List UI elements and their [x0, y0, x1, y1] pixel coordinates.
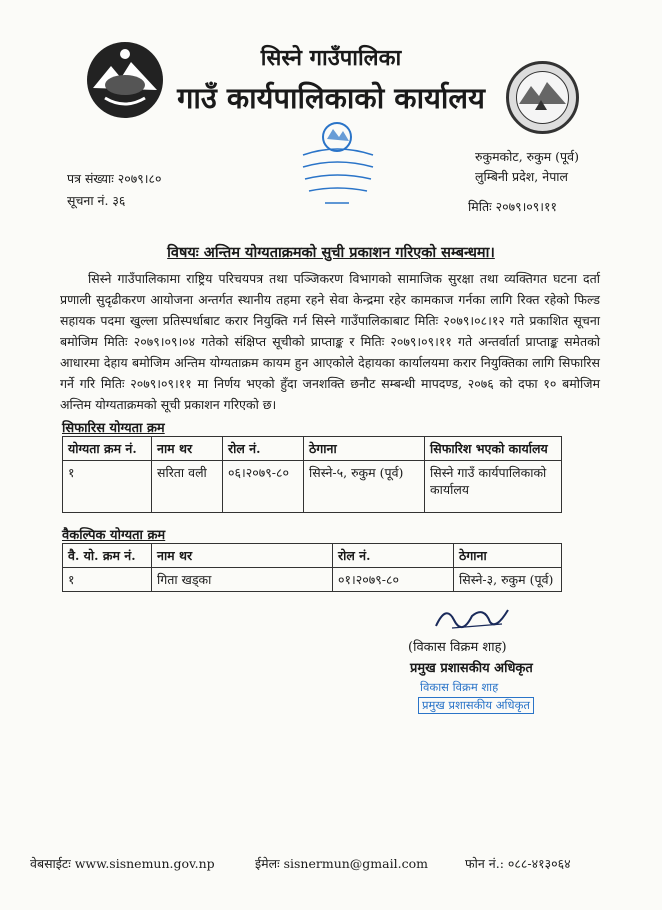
footer-website: वेबसाईटः www.sisnemun.gov.np [30, 856, 215, 871]
table-cell: ०१।२०७९-८० [333, 568, 454, 592]
table-header-row [63, 437, 562, 461]
table-cell: गिता खड्का [152, 568, 333, 592]
table-header: वै. यो. क्रम नं. [63, 544, 152, 568]
stamp-name: विकास विक्रम शाह [420, 680, 499, 694]
office-name: गाउँ कार्यपालिकाको कार्यालय [177, 81, 485, 115]
table-cell: सिस्ने गाउँ कार्यपालिकाको कार्यालय [425, 461, 562, 513]
footer-email: ईमेलः sisnermun@gmail.com [255, 856, 428, 871]
table-cell: १ [63, 568, 152, 592]
table-cell: सिस्ने-३, रुकुम (पूर्व) [454, 568, 562, 592]
table-cell: सिस्ने-५, रुकुम (पूर्व) [304, 461, 425, 513]
table-cell: ०६।२०७९-८० [223, 461, 304, 513]
footer-phone: फोन नं.: ०८८-४१३०६४ [465, 856, 571, 871]
address-line1: रुकुमकोट, रुकुम (पूर्व) [475, 149, 579, 164]
table-header: नाम थर [152, 437, 223, 461]
table-row [63, 461, 562, 513]
alternate-title: वैकल्पिक योग्यता क्रम [62, 528, 166, 543]
table-cell: १ [63, 461, 152, 513]
municipality-logo-icon [505, 60, 580, 135]
table-header: रोल नं. [333, 544, 454, 568]
signatory-title: प्रमुख प्रशासकीय अधिकृत [410, 661, 533, 676]
recommended-table [62, 436, 562, 513]
signatory-name: (विकास विक्रम शाह) [408, 640, 507, 655]
table-header: सिफारिश भएको कार्यालय [425, 437, 562, 461]
table-header: योग्यता क्रम नं. [63, 437, 152, 461]
letter-date: मितिः २०७९।०९।११ [468, 199, 558, 214]
table-header-row [63, 544, 562, 568]
notice-number: सूचना नं. ३६ [67, 193, 126, 208]
recommended-title: सिफारिस योग्यता क्रम [62, 421, 165, 436]
municipality-name: सिस्ने गाउँपालिका [260, 45, 402, 71]
stamp-title: प्रमुख प्रशासकीय अधिकृत [418, 697, 534, 714]
signature-icon [432, 600, 512, 634]
letter-number: पत्र संख्याः २०७९।८० [67, 171, 162, 186]
body-paragraph: सिस्ने गाउँपालिकामा राष्ट्रिय परिचयपत्र तथा पञ्जिकरण विभागको सामाजिक सुरक्षा तथा व्यक्तिगत घटना दर्ता प्रणाली सुदृढीकरण आयोजना अन्तर्गत स्थानीय तहमा रहने सेवा केन्द्रमा रहेर कामकाज गर्नका लागि रिक्त रहेको फिल्ड सहायक पदमा खुल्ला प्रतिस्पर्धाबाट करार नियुक्ति गर्न सिस्ने गाउँपालिकाबाट मितिः २०७९।०८।१२ गते प्रकाशित सूचना बमोजिम मितिः २०७९।०९।०४ गतेको संक्षिप्त सूचीको प्राप्ताङ्क र मितिः २०७९।०९।११ गते अन्तर्वार्ता प्राप्ताङ्क समेतको आधारमा देहाय बमोजिम अन्तिम योग्यताक्रम कायम हुन आएकोले देहायका कार्यालयमा करार नियुक्तिका लागि सिफारिस गर्ने गरि मितिः २०७९।०९।११ मा निर्णय भएको हुँदा जनशक्ति छनौट सम्बन्धी मापदण्ड, २०७६ को दफा १० बमोजिम अन्तिम योग्यताक्रमको सूची प्रकाशन गरिएको छ। [60, 271, 600, 412]
table-header: ठेगाना [304, 437, 425, 461]
table-row [63, 568, 562, 592]
table-header: रोल नं. [223, 437, 304, 461]
office-stamp-icon [295, 115, 380, 210]
address-line2: लुम्बिनी प्रदेश, नेपाल [475, 169, 569, 184]
alternate-table [62, 543, 562, 592]
subject-line: विषयः अन्तिम योग्यताक्रमको सुची प्रकाशन गरिएको सम्बन्धमा। [167, 244, 495, 261]
table-header: नाम थर [152, 544, 333, 568]
table-cell: सरिता वली [152, 461, 223, 513]
table-header: ठेगाना [454, 544, 562, 568]
